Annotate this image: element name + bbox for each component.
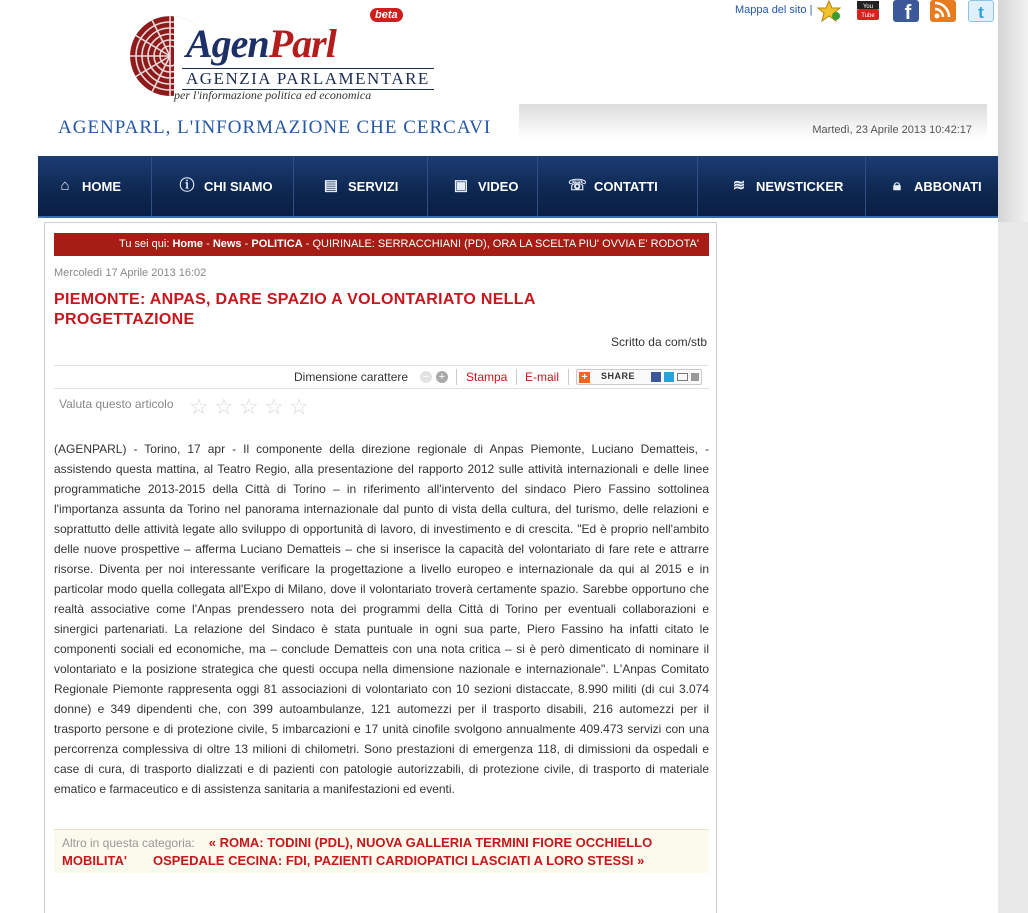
related-articles [54, 829, 709, 873]
rating-star-icon[interactable]: ☆ [264, 394, 284, 419]
article-body: (AGENPARL) - Torino, 17 apr - Il componente della direzione regionale di Anpas Piemonte, Luciano Dematteis, - assistendo questa mattina, al Teatro Regio, alla presentazione del rapporto 2012 sulle attività internazionali e delle linee programmatiche 2013-2015 della Città di Torino – in riferimento all'intervento del sindaco Piero Fassino sottolinea l'importanza assunta da Torino nel panorama internazionale dal punto di vista della cultura, del turismo, delle relazioni e soprattutto delle attività legate allo sviluppo di opportunità di lavoro, di investimento e di crescita. "Ed è proprio nell'ambito delle nuove prospettive – afferma Luciano Dematteis – che si inserisce la capacità del volontariato di fare rete e attrarre risorse. Diventa per noi interessante verificare la progettazione a livello europeo e internazionale da qui al 2015 e in particolar modo quella collegata all'Expo di Milano, dove il volontariato troverà certamente spazio. Sarebbe opportuno che realtà associative come l'Anpas prendessero nota dei programmi della Città di Torino per eventuali collaborazioni e sinergici partenariati. La relazione del Sindaco è stata puntuale in ogni sua parte, Piero Fassino ha infatti citato le componenti sociali ed economiche, ma – conclude Dematteis con una nota critica – si è però dimenticato di nominare il volontariato e la posizione strategica che questi occupa nella dimensione nazionale e internazionale". L'Anpas Comitato Regionale Piemonte rappresenta oggi 81 associazioni di volontariato con 10 sezioni distaccate, 8.990 militi (di cui 3.074 donne) e 349 dipendenti che, con 399 autoambulanze, 121 automezzi per il trasporto disabili, 216 automezzi per il trasporto persone e di protezione civile, 5 imbarcazioni e 17 unità cinofile svolgono annualmente 409.473 servizi con una percorrenza complessiva di oltre 13 milioni di chilometri. Sono prestazioni di emergenza 118, di dimissioni da ospedali e case di cura, di trasporto dializzati e di pazienti con patologie autorizzabili, di protezione civile, di trasporto di materiale ematico e farmaceutico e di assistenza sanitaria a manifestazioni ed eventi. [54, 442, 709, 796]
breadcrumb-separator: - [305, 238, 313, 250]
related-label: Altro in questa categoria: [62, 836, 195, 850]
font-size-label: Dimensione carattere [294, 370, 409, 384]
print-link[interactable]: Stampa [466, 370, 508, 384]
nav-newsticker-label: NEWSTICKER [756, 178, 844, 194]
nav-abbonati[interactable] [866, 156, 998, 216]
breadcrumb-prefix: Tu sei qui: [119, 238, 170, 250]
toolbar-divider [568, 369, 569, 385]
share-facebook-icon [651, 372, 661, 382]
site-logo[interactable] [130, 8, 430, 104]
share-email-icon [677, 373, 688, 381]
rating-star-icon[interactable]: ☆ [214, 394, 234, 419]
date-bar [519, 104, 987, 154]
sitemap-link[interactable]: Mappa del sito | [735, 4, 813, 16]
nav-contatti[interactable] [538, 156, 698, 216]
font-decrease-icon[interactable]: − [420, 371, 432, 383]
antenna-icon: ≋ [732, 177, 746, 194]
email-link[interactable]: E-mail [525, 370, 560, 384]
lock-icon: 🔒︎ [893, 177, 901, 194]
info-icon: ⓘ [179, 177, 195, 194]
nav-home-label: HOME [82, 178, 121, 194]
document-icon: ▤ [323, 177, 339, 194]
share-label: SHARE [601, 371, 636, 381]
nav-abbonati-label: ABBONATI [914, 178, 982, 194]
page-right-shadow [998, 0, 1028, 222]
nav-chi-siamo[interactable] [152, 156, 294, 216]
home-icon: ⌂ [60, 177, 70, 194]
logo-brand-agen: Agen [186, 21, 269, 66]
toolbar-divider [516, 369, 517, 385]
nav-video-label: VIDEO [478, 178, 519, 194]
main-navigation [38, 156, 998, 218]
toolbar-divider [456, 369, 457, 385]
site-tagline: AGENPARL, L'INFORMAZIONE CHE CERCAVI [58, 117, 492, 138]
svg-text:You: You [862, 4, 874, 10]
share-twitter-icon [664, 372, 674, 382]
share-plus-icon: + [579, 372, 590, 383]
breadcrumb [54, 233, 709, 256]
svg-text:Tube: Tube [861, 13, 875, 19]
svg-text:t: t [978, 3, 984, 21]
nav-home[interactable] [38, 156, 152, 216]
article-title: PIEMONTE: ANPAS, DARE SPAZIO A VOLONTARIATO NELLA PROGETTAZIONE [54, 291, 536, 328]
article-author: Scritto da com/stb [610, 335, 707, 349]
breadcrumb-current: QUIRINALE: SERRACCHIANI (PD), ORA LA SCELTA PIU' OVVIA E' RODOTA' [312, 238, 699, 250]
rating-star-icon[interactable]: ☆ [289, 394, 309, 419]
breadcrumb-home[interactable]: Home [172, 238, 204, 250]
logo-brand-parl: Parl [268, 21, 336, 66]
font-increase-icon[interactable]: + [436, 371, 448, 383]
nav-video[interactable] [428, 156, 538, 216]
youtube-icon[interactable] [855, 0, 881, 22]
logo-agency-name: AGENZIA PARLAMENTARE [182, 68, 434, 90]
article-container [44, 222, 717, 913]
video-icon: ▣ [453, 177, 469, 194]
svg-text:f: f [904, 2, 912, 22]
star-icon[interactable] [816, 0, 842, 22]
twitter-icon[interactable] [968, 0, 994, 22]
related-prev-link[interactable]: « ROMA: TODINI (PDL), NUOVA GALLERIA TERMINI FIORE OCCHIELLO MOBILITA' [62, 835, 653, 868]
logo-brand [186, 20, 336, 67]
rating-star-icon[interactable]: ☆ [239, 394, 259, 419]
beta-badge: beta [370, 8, 403, 22]
logo-subtitle: per l'informazione politica ed economica [174, 88, 372, 102]
phone-icon: ☏ [568, 177, 587, 194]
current-datetime: Martedì, 23 Aprile 2013 10:42:17 [812, 124, 972, 136]
nav-newsticker[interactable] [698, 156, 866, 216]
article-toolbar [54, 365, 709, 389]
nav-servizi[interactable] [294, 156, 428, 216]
page-container [38, 0, 998, 913]
article-date: Mercoledì 17 Aprile 2013 16:02 [54, 267, 207, 279]
nav-servizi-label: SERVIZI [348, 178, 399, 194]
share-more-icon [691, 373, 699, 381]
nav-chi-siamo-label: CHI SIAMO [204, 178, 273, 194]
rss-icon[interactable] [930, 0, 956, 22]
page-left-margin [0, 0, 38, 913]
related-next-link[interactable]: OSPEDALE CECINA: FDI, PAZIENTI CARDIOPATICI LASCIATI A LORO STESSI » [152, 853, 645, 868]
breadcrumb-separator: - [244, 238, 252, 250]
facebook-icon[interactable] [893, 0, 919, 22]
breadcrumb-politica[interactable]: POLITICA [251, 238, 303, 250]
share-button[interactable] [576, 369, 702, 385]
rating-label: Valuta questo articolo [59, 397, 174, 411]
rating-star-icon[interactable]: ☆ [189, 394, 209, 419]
breadcrumb-separator: - [206, 238, 213, 250]
nav-contatti-label: CONTATTI [594, 178, 658, 194]
breadcrumb-news[interactable]: News [212, 238, 242, 250]
